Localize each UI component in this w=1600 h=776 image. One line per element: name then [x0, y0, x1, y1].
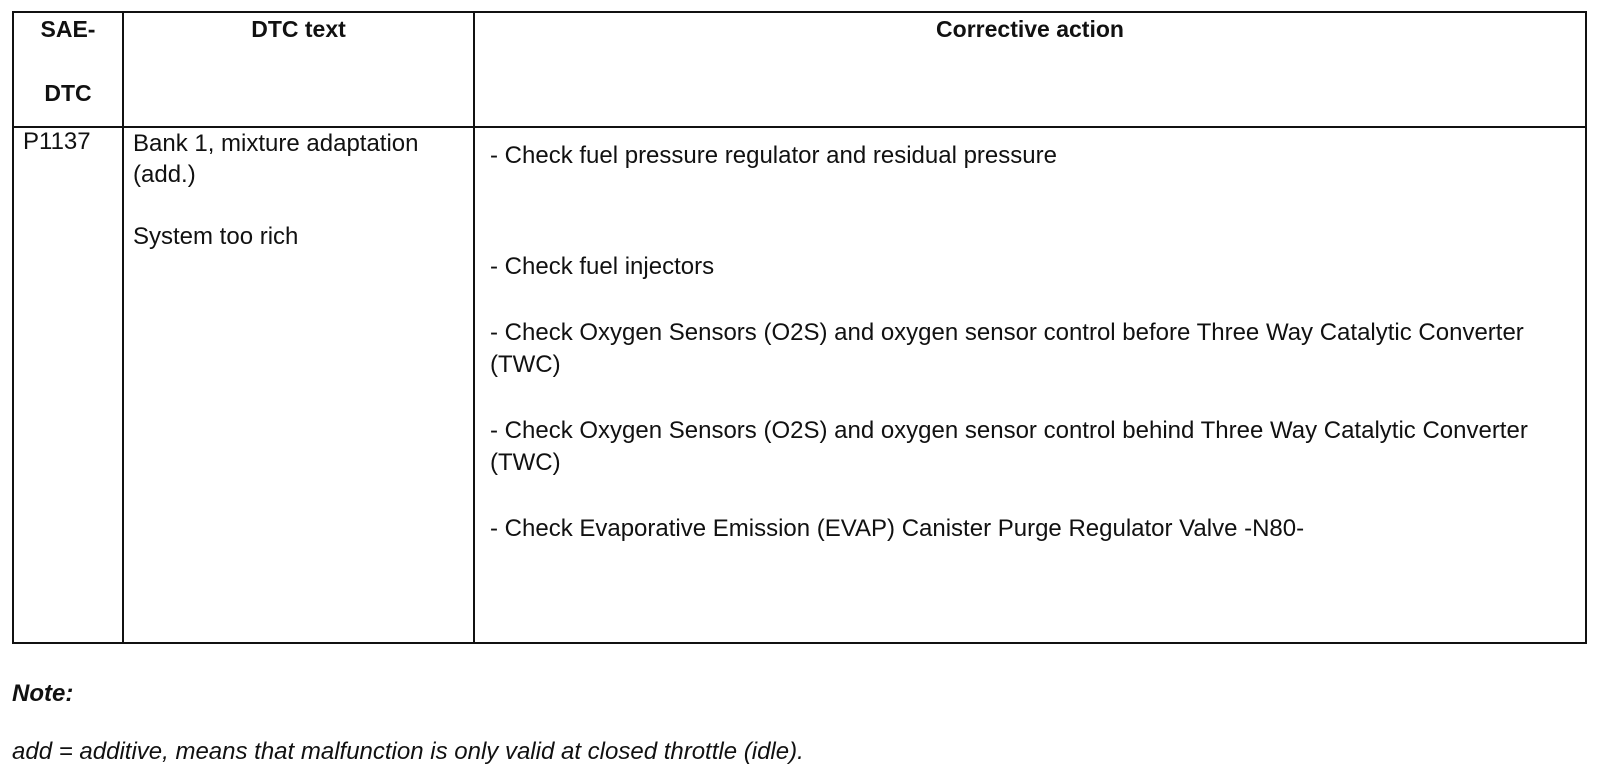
dtc-text-line2: System too rich — [133, 223, 299, 250]
header-sae-line2: DTC — [44, 80, 92, 106]
dtc-code: P1137 — [23, 128, 91, 155]
dtc-text-line1: Bank 1, mixture adaptation (add.) — [133, 130, 419, 188]
table-row — [13, 127, 1586, 643]
header-corrective-action — [474, 12, 1586, 127]
corrective-action-item: - Check Oxygen Sensors (O2S) and oxygen sensor control behind Three Way Catalytic Converter (TWC) — [490, 417, 1528, 476]
note-text: add = additive, means that malfunction is only valid at closed throttle (idle). — [12, 738, 804, 765]
header-corrective-action-label: Corrective action — [936, 16, 1124, 42]
header-dtc-text-label: DTC text — [251, 16, 346, 42]
corrective-action-cell — [474, 127, 1586, 643]
header-sae-dtc — [13, 12, 123, 127]
header-sae-line1: SAE- — [40, 16, 96, 42]
dtc-text-cell — [123, 127, 474, 643]
header-dtc-text — [123, 12, 474, 127]
corrective-action-item: - Check fuel pressure regulator and residual pressure — [490, 142, 1057, 169]
dtc-table — [12, 11, 1587, 644]
dtc-code-cell — [13, 127, 123, 643]
corrective-action-item: - Check fuel injectors — [490, 253, 715, 280]
corrective-action-item: - Check Evaporative Emission (EVAP) Canister Purge Regulator Valve -N80- — [490, 515, 1305, 542]
corrective-action-item: - Check Oxygen Sensors (O2S) and oxygen sensor control before Three Way Catalytic Converter (TWC) — [490, 319, 1524, 378]
table-header-row — [13, 12, 1586, 127]
note-label: Note: — [12, 680, 74, 707]
